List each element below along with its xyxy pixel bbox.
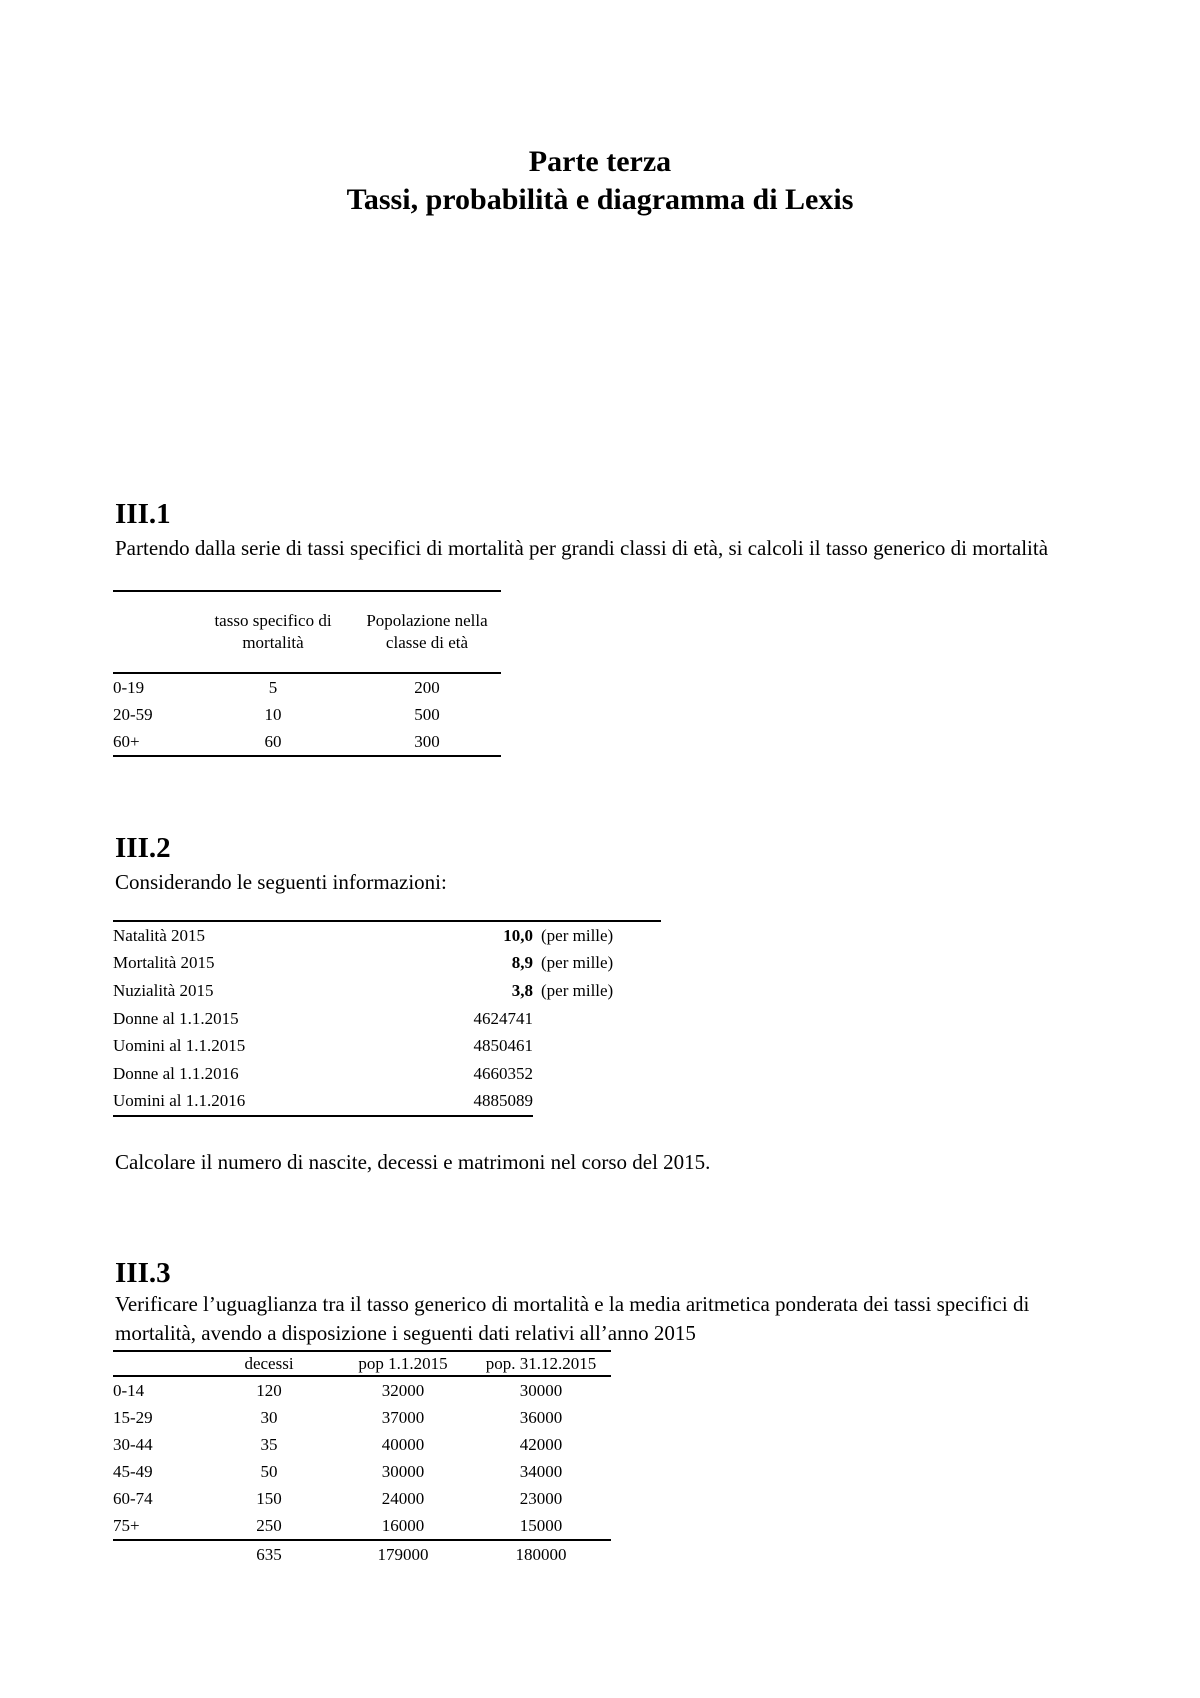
table-row xyxy=(113,673,501,701)
page-title: Parte terza xyxy=(528,145,672,178)
table-cell: 0-14 xyxy=(113,1380,145,1400)
table-header-row xyxy=(113,591,501,673)
table-header-cell: decessi xyxy=(203,1351,335,1376)
table-cell: 4660352 xyxy=(473,1063,533,1083)
table-cell: 150 xyxy=(256,1488,282,1508)
table-cell: Uomini al 1.1.2015 xyxy=(113,1036,246,1056)
table-row xyxy=(113,1088,661,1117)
table-cell: Mortalità 2015 xyxy=(113,953,215,973)
section-text-iii-1: Partendo dalla serie di tassi specifici di mortalità per grandi classi di età, si calcoli il tasso generico di mortalità xyxy=(115,536,1049,560)
table-cell: 635 xyxy=(256,1544,282,1564)
table-cell: 60 xyxy=(264,731,282,751)
section-text-iii-3: Verificare l’uguaglianza tra il tasso generico di mortalità e la media aritmetica ponderata dei tassi specifici di mortalità, avendo a disposizione i seguenti dati relativi all’anno 2015 xyxy=(115,1292,1030,1345)
table-cell: 10,0 xyxy=(503,925,533,945)
table-header-cell xyxy=(113,1351,203,1376)
table-cell: 34000 xyxy=(519,1461,563,1481)
table-row xyxy=(113,921,661,950)
table-cell: Donne al 1.1.2015 xyxy=(113,1008,239,1028)
table-cell: 23000 xyxy=(519,1488,563,1508)
table-row xyxy=(113,1005,661,1033)
table-cell: 30 xyxy=(260,1407,278,1427)
mortality-rates-table xyxy=(113,590,501,757)
table-cell: 30000 xyxy=(381,1461,425,1481)
table-cell: 42000 xyxy=(519,1434,563,1454)
table-header-cell: tasso specifico di mortalità xyxy=(193,591,353,673)
table-row xyxy=(113,977,661,1005)
table-cell: 10 xyxy=(264,704,282,724)
table-cell: 36000 xyxy=(519,1407,563,1427)
table-row xyxy=(113,728,501,756)
table-cell xyxy=(533,1005,661,1033)
table-row xyxy=(113,1376,611,1404)
table-cell: (per mille) xyxy=(541,980,614,1000)
section-instruction-iii-2: Calcolare il numero di nascite, decessi e matrimoni nel corso del 2015. xyxy=(115,1150,711,1174)
demographic-info-table xyxy=(113,920,661,1117)
table-cell xyxy=(113,1540,203,1568)
table-row xyxy=(113,1404,611,1431)
table-cell: Uomini al 1.1.2016 xyxy=(113,1088,313,1117)
table-cell: 120 xyxy=(256,1380,282,1400)
table-header-cell: pop. 31.12.2015 xyxy=(471,1351,611,1376)
table-cell: 500 xyxy=(414,704,440,724)
table-cell: 250 xyxy=(203,1512,335,1540)
table-cell: 37000 xyxy=(381,1407,425,1427)
table-cell: 5 xyxy=(268,677,278,697)
table-cell: 60-74 xyxy=(113,1488,153,1508)
table-cell: 40000 xyxy=(381,1434,425,1454)
table-row xyxy=(113,1512,611,1540)
table-cell: 4885089 xyxy=(313,1088,533,1117)
table-cell xyxy=(533,1032,661,1060)
table-cell: 179000 xyxy=(377,1544,429,1564)
section-text-iii-2: Considerando le seguenti informazioni: xyxy=(115,870,447,894)
table-row xyxy=(113,701,501,728)
section-heading-iii-2: III.2 xyxy=(115,832,171,864)
table-row xyxy=(113,1431,611,1458)
table-header-row xyxy=(113,1351,611,1376)
table-cell: 16000 xyxy=(335,1512,471,1540)
table-totals-row xyxy=(113,1540,611,1568)
table-cell: 50 xyxy=(260,1461,278,1481)
table-cell: 8,9 xyxy=(511,953,533,973)
section-heading-iii-1: III.1 xyxy=(115,498,171,530)
table-cell: 20-59 xyxy=(113,704,153,724)
table-cell: 4624741 xyxy=(473,1008,533,1028)
table-cell: 200 xyxy=(414,677,440,697)
table-cell: 75+ xyxy=(113,1512,203,1540)
table-header-cell: Popolazione nella classe di età xyxy=(353,591,501,673)
table-cell: Nuzialità 2015 xyxy=(113,980,214,1000)
table-cell: 15000 xyxy=(471,1512,611,1540)
table-cell: (per mille) xyxy=(541,953,614,973)
table-cell: 45-49 xyxy=(113,1461,153,1481)
table-cell: 30000 xyxy=(519,1380,563,1400)
table-cell: 35 xyxy=(260,1434,278,1454)
table-header-cell xyxy=(113,591,193,673)
table-row xyxy=(113,1458,611,1485)
table-row xyxy=(113,1032,661,1060)
table-row xyxy=(113,1485,611,1512)
table-cell: 180000 xyxy=(515,1544,567,1564)
table-cell: Natalità 2015 xyxy=(113,925,206,945)
table-cell: Donne al 1.1.2016 xyxy=(113,1063,239,1083)
table-cell: 32000 xyxy=(381,1380,425,1400)
table-row xyxy=(113,950,661,978)
table-cell: 60+ xyxy=(113,731,140,751)
table-cell xyxy=(533,1088,661,1117)
table-cell: 24000 xyxy=(381,1488,425,1508)
mortality-data-table xyxy=(113,1350,611,1568)
section-heading-iii-3: III.3 xyxy=(115,1257,171,1289)
table-cell: 3,8 xyxy=(511,980,533,1000)
table-cell: 15-29 xyxy=(113,1407,153,1427)
table-cell: 0-19 xyxy=(113,677,145,697)
table-cell: (per mille) xyxy=(541,925,614,945)
table-cell: 300 xyxy=(414,731,440,751)
table-header-cell: pop 1.1.2015 xyxy=(335,1351,471,1376)
table-cell xyxy=(533,1060,661,1088)
table-cell: 4850461 xyxy=(473,1036,533,1056)
page-subtitle: Tassi, probabilità e diagramma di Lexis xyxy=(346,183,854,216)
table-row xyxy=(113,1060,661,1088)
table-cell: 30-44 xyxy=(113,1434,153,1454)
